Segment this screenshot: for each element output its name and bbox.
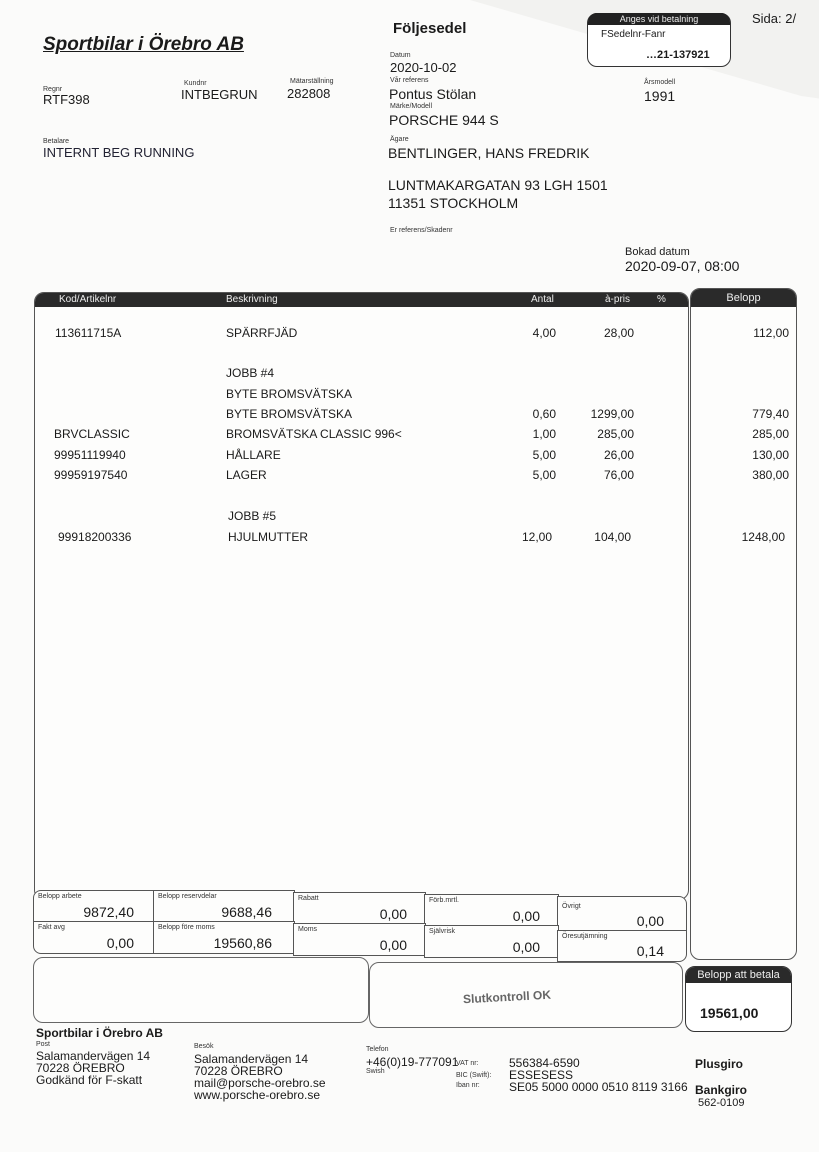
row-code: BRVCLASSIC	[54, 427, 130, 441]
iban-label: Iban nr:	[456, 1082, 480, 1089]
row-price: 1299,00	[590, 407, 634, 421]
table-row	[0, 326, 819, 346]
row-qty: 5,00	[532, 468, 556, 482]
row-price: 285,00	[597, 427, 634, 441]
address-line-2: 11351 STOCKHOLM	[388, 195, 519, 211]
row-price: 104,00	[594, 530, 631, 544]
header-code: Kod/Artikelnr	[59, 294, 117, 305]
row-desc: SPÄRRFJÄD	[226, 326, 298, 340]
total-ovrigt	[557, 896, 687, 932]
total-forb	[424, 894, 559, 927]
row-amount: 1248,00	[741, 530, 785, 544]
iban-value: SE05 5000 0000 0510 8119 3166	[509, 1080, 688, 1094]
table-row	[0, 530, 819, 550]
row-qty: 4,00	[532, 326, 556, 340]
final-check-stamp: Slutkontroll OK	[462, 987, 552, 1007]
payment-box-label: FSedelnr-Fanr	[601, 29, 666, 40]
header-desc: Beskrivning	[226, 294, 278, 305]
row-qty: 1,00	[532, 427, 556, 441]
fore-moms-label: Belopp före moms	[158, 924, 215, 931]
header-pct: %	[657, 294, 666, 305]
rabatt-value: 0,00	[379, 906, 407, 922]
website-link[interactable]: www.porsche-orebro.se	[194, 1088, 321, 1102]
datum-value: 2020-10-02	[390, 60, 457, 75]
fakt-label: Fakt avg	[38, 924, 65, 931]
visit-address-1: Salamandervägen 14	[194, 1052, 309, 1066]
bankgiro-label: Bankgiro	[695, 1083, 748, 1097]
kundnr-value: INTBEGRUN	[181, 87, 258, 102]
header-qty: Antal	[531, 294, 554, 305]
swish-label: Swish	[366, 1068, 385, 1075]
header-price: à-pris	[605, 294, 631, 305]
post-address-3: Godkänd för F-skatt	[36, 1073, 143, 1087]
total-reservdelar	[153, 890, 295, 923]
booked-value: 2020-09-07, 08:00	[625, 258, 740, 274]
row-code: 113611715A	[55, 326, 122, 340]
row-code: 99959197540	[54, 468, 128, 482]
row-code: 99918200336	[58, 530, 132, 544]
year-label: Årsmodell	[644, 79, 676, 86]
fore-moms-value: 19560,86	[213, 935, 272, 951]
fakt-value: 0,00	[106, 935, 134, 951]
table-row	[0, 468, 819, 488]
payment-box-title: Anges vid betalning	[588, 13, 730, 25]
address-line-1: LUNTMAKARGATAN 93 LGH 1501	[388, 177, 608, 193]
row-desc: BROMSVÄTSKA CLASSIC 996<	[226, 427, 402, 441]
total-arbete	[33, 890, 155, 923]
matar-label: Mätarställning	[290, 78, 334, 85]
bic-value: ESSESESS	[509, 1068, 574, 1082]
row-desc: JOBB #5	[228, 509, 277, 523]
amount-due-label: Belopp att betala	[686, 967, 791, 983]
row-qty: 0,60	[532, 407, 556, 421]
row-desc: LAGER	[226, 468, 267, 482]
row-desc: JOBB #4	[226, 366, 275, 380]
ref-label: Vår referens	[390, 77, 429, 84]
table-row	[0, 427, 819, 447]
datum-label: Datum	[390, 52, 411, 59]
vat-value: 556384-6590	[509, 1056, 580, 1070]
matar-value: 282808	[287, 86, 331, 101]
total-fore-moms	[153, 921, 295, 954]
model-value: PORSCHE 944 S	[389, 112, 499, 128]
kundnr-label: Kundnr	[184, 80, 207, 87]
total-sjalvrisk	[424, 925, 559, 958]
row-price: 28,00	[603, 326, 634, 340]
row-amount: 380,00	[752, 468, 789, 482]
ores-label: Öresutjämning	[562, 933, 608, 940]
phone-value: +46(0)19-777091	[366, 1055, 459, 1069]
booked-label: Bokad datum	[625, 246, 690, 258]
owner-value: BENTLINGER, HANS FREDRIK	[388, 145, 590, 161]
row-price: 26,00	[603, 448, 634, 462]
row-desc: BYTE BROMSVÄTSKA	[226, 387, 353, 401]
table-row	[0, 407, 819, 427]
er-ref-label: Er referens/Skadenr	[390, 227, 453, 234]
table-row	[0, 366, 819, 386]
sjalvrisk-label: Självrisk	[429, 928, 456, 935]
year-value: 1991	[644, 88, 676, 104]
regnr-value: RTF398	[43, 92, 90, 107]
ref-value: Pontus Stölan	[389, 86, 477, 102]
visit-label: Besök	[194, 1043, 214, 1050]
payment-box-number: …21-137921	[646, 49, 710, 61]
rabatt-label: Rabatt	[298, 895, 319, 902]
table-row	[0, 509, 819, 529]
document-title: Följesedel	[393, 20, 467, 37]
row-amount: 779,40	[752, 407, 789, 421]
total-fakt-avg	[33, 921, 155, 954]
footer-company: Sportbilar i Örebro AB	[36, 1026, 163, 1040]
plusgiro-label: Plusgiro	[695, 1057, 744, 1071]
table-header	[35, 293, 688, 307]
amount-due-box	[685, 966, 792, 1032]
post-address-2: 70228 ÖREBRO	[36, 1061, 125, 1075]
payment-reference-box	[587, 13, 731, 67]
table-row	[0, 387, 819, 407]
moms-value: 0,00	[379, 937, 407, 953]
model-label: Märke/Modell	[390, 103, 433, 110]
ovrigt-value: 0,00	[636, 913, 664, 929]
bankgiro-value: 562-0109	[698, 1097, 745, 1109]
sjalvrisk-value: 0,00	[512, 939, 540, 955]
total-oresutjamning	[557, 930, 687, 962]
reserv-value: 9688,46	[221, 904, 272, 920]
row-amount: 285,00	[752, 427, 789, 441]
row-amount: 130,00	[752, 448, 789, 462]
row-desc: BYTE BROMSVÄTSKA	[226, 407, 353, 421]
row-qty: 12,00	[521, 530, 552, 544]
betalare-label: Betalare	[43, 138, 70, 145]
forb-value: 0,00	[512, 908, 540, 924]
page-number: Sida: 2/	[752, 11, 797, 26]
row-qty: 5,00	[532, 448, 556, 462]
owner-label: Ägare	[390, 136, 409, 143]
betalare-value: INTERNT BEG RUNNING	[43, 145, 195, 160]
phone-label: Telefon	[366, 1046, 389, 1053]
total-moms	[293, 923, 426, 956]
table-row	[0, 448, 819, 468]
row-code: 99951119940	[54, 448, 126, 462]
arbete-label: Belopp arbete	[38, 893, 82, 900]
amount-due-value: 19561,00	[700, 1005, 759, 1021]
notes-box	[33, 957, 369, 1023]
visit-address-2: 70228 ÖREBRO	[194, 1064, 283, 1078]
post-label: Post	[36, 1041, 51, 1048]
email-link[interactable]: mail@porsche-orebro.se	[194, 1076, 326, 1090]
ovrigt-label: Övrigt	[562, 903, 581, 910]
row-price: 76,00	[603, 468, 634, 482]
ores-value: 0,14	[636, 943, 664, 959]
arbete-value: 9872,40	[83, 904, 134, 920]
row-desc: HÅLLARE	[226, 448, 281, 462]
row-amount: 112,00	[753, 326, 789, 340]
bic-label: BIC (Swift):	[456, 1072, 492, 1079]
regnr-label: Regnr	[43, 86, 63, 93]
header-amount: Belopp	[691, 289, 796, 307]
row-desc: HJULMUTTER	[228, 530, 308, 544]
post-address-1: Salamandervägen 14	[36, 1049, 151, 1063]
company-name: Sportbilar i Örebro AB	[43, 34, 244, 55]
forb-label: Förb.mrtl.	[429, 897, 459, 904]
reserv-label: Belopp reservdelar	[158, 893, 217, 900]
total-rabatt	[293, 892, 426, 925]
vat-label: VAT nr:	[456, 1060, 479, 1067]
moms-label: Moms	[298, 926, 318, 933]
